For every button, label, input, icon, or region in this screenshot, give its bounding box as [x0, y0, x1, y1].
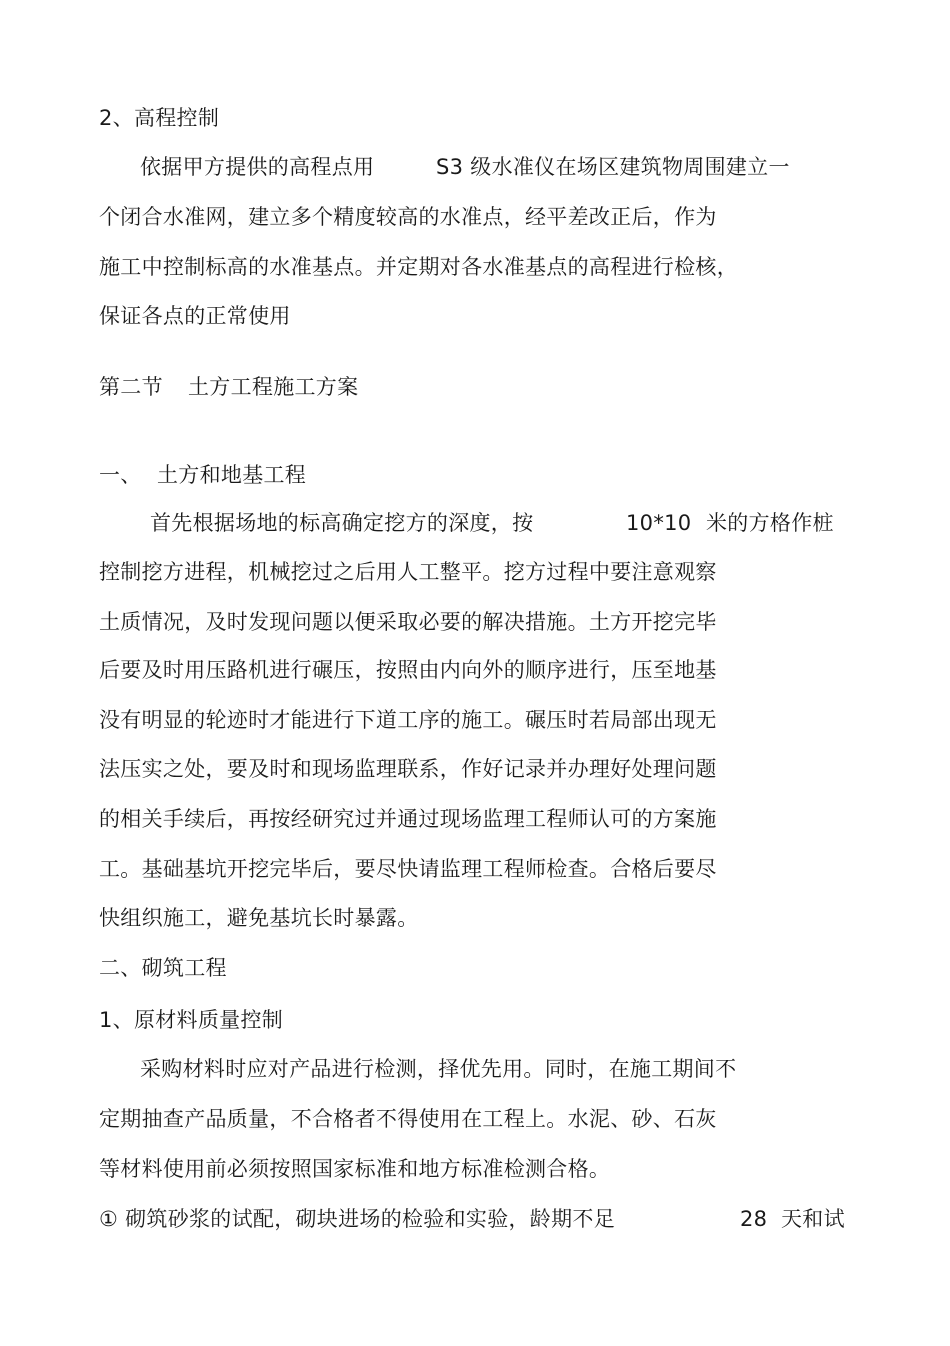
text-segment: 10*10: [626, 511, 692, 535]
subsection-number: 一、: [99, 463, 142, 487]
text-segment: 首先根据场地的标高确定挖方的深度，按: [150, 511, 534, 535]
item-title: 1、原材料质量控制: [99, 1008, 284, 1032]
text-segment: S3 级水准仪在场区建筑物周围建立一: [436, 155, 790, 179]
section-title: 土方工程施工方案: [188, 375, 359, 399]
text-segment: 采购材料时应对产品进行检测，择优先用。同时，在施工期间不: [140, 1057, 737, 1081]
text-segment: 保证各点的正常使用: [99, 304, 291, 328]
subsection-title: 土方和地基工程: [157, 463, 307, 487]
paragraph-line: [0, 1205, 845, 1345]
text-segment: 法压实之处，要及时和现场监理联系，作好记录并办理好处理问题: [99, 757, 717, 781]
text-segment: ① 砌筑砂浆的试配，砌块进场的检验和实验，龄期不足: [99, 1207, 615, 1231]
text-segment: 2、高程控制: [99, 106, 220, 130]
text-segment: 依据甲方提供的高程点用: [140, 155, 375, 179]
text-segment: 没有明显的轮迹时才能进行下道工序的施工。碾压时若局部出现无: [99, 708, 717, 732]
text-segment: 后要及时用压路机进行碾压，按照由内向外的顺序进行，压至地基: [99, 658, 717, 682]
text-segment: 工。基础基坑开挖完毕后，要尽快请监理工程师检查。合格后要尽: [99, 857, 717, 881]
text-segment: 28: [740, 1207, 768, 1231]
text-segment: 施工中控制标高的水准基点。并定期对各水准基点的高程进行检核，: [99, 255, 738, 279]
section-number: 第二节: [99, 375, 163, 399]
text-segment: 控制挖方进程，机械挖过之后用人工整平。挖方过程中要注意观察: [99, 560, 717, 584]
text-segment: 的相关手续后，再按经研究过并通过现场监理工程师认可的方案施: [99, 807, 717, 831]
text-segment: 土质情况，及时发现问题以便采取必要的解决措施。土方开挖完毕: [99, 610, 717, 634]
text-segment: 个闭合水准网，建立多个精度较高的水准点，经平差改正后，作为: [99, 205, 717, 229]
text-segment: 定期抽查产品质量，不合格者不得使用在工程上。水泥、砂、石灰: [99, 1107, 717, 1131]
text-segment: 天和试: [781, 1207, 845, 1231]
text-segment: 米的方格作桩: [706, 511, 834, 535]
subsection-title: 二、砌筑工程: [99, 956, 227, 980]
text-segment: 等材料使用前必须按照国家标准和地方标准检测合格。: [99, 1157, 611, 1181]
text-segment: 快组织施工，避免基坑长时暴露。: [99, 906, 419, 930]
